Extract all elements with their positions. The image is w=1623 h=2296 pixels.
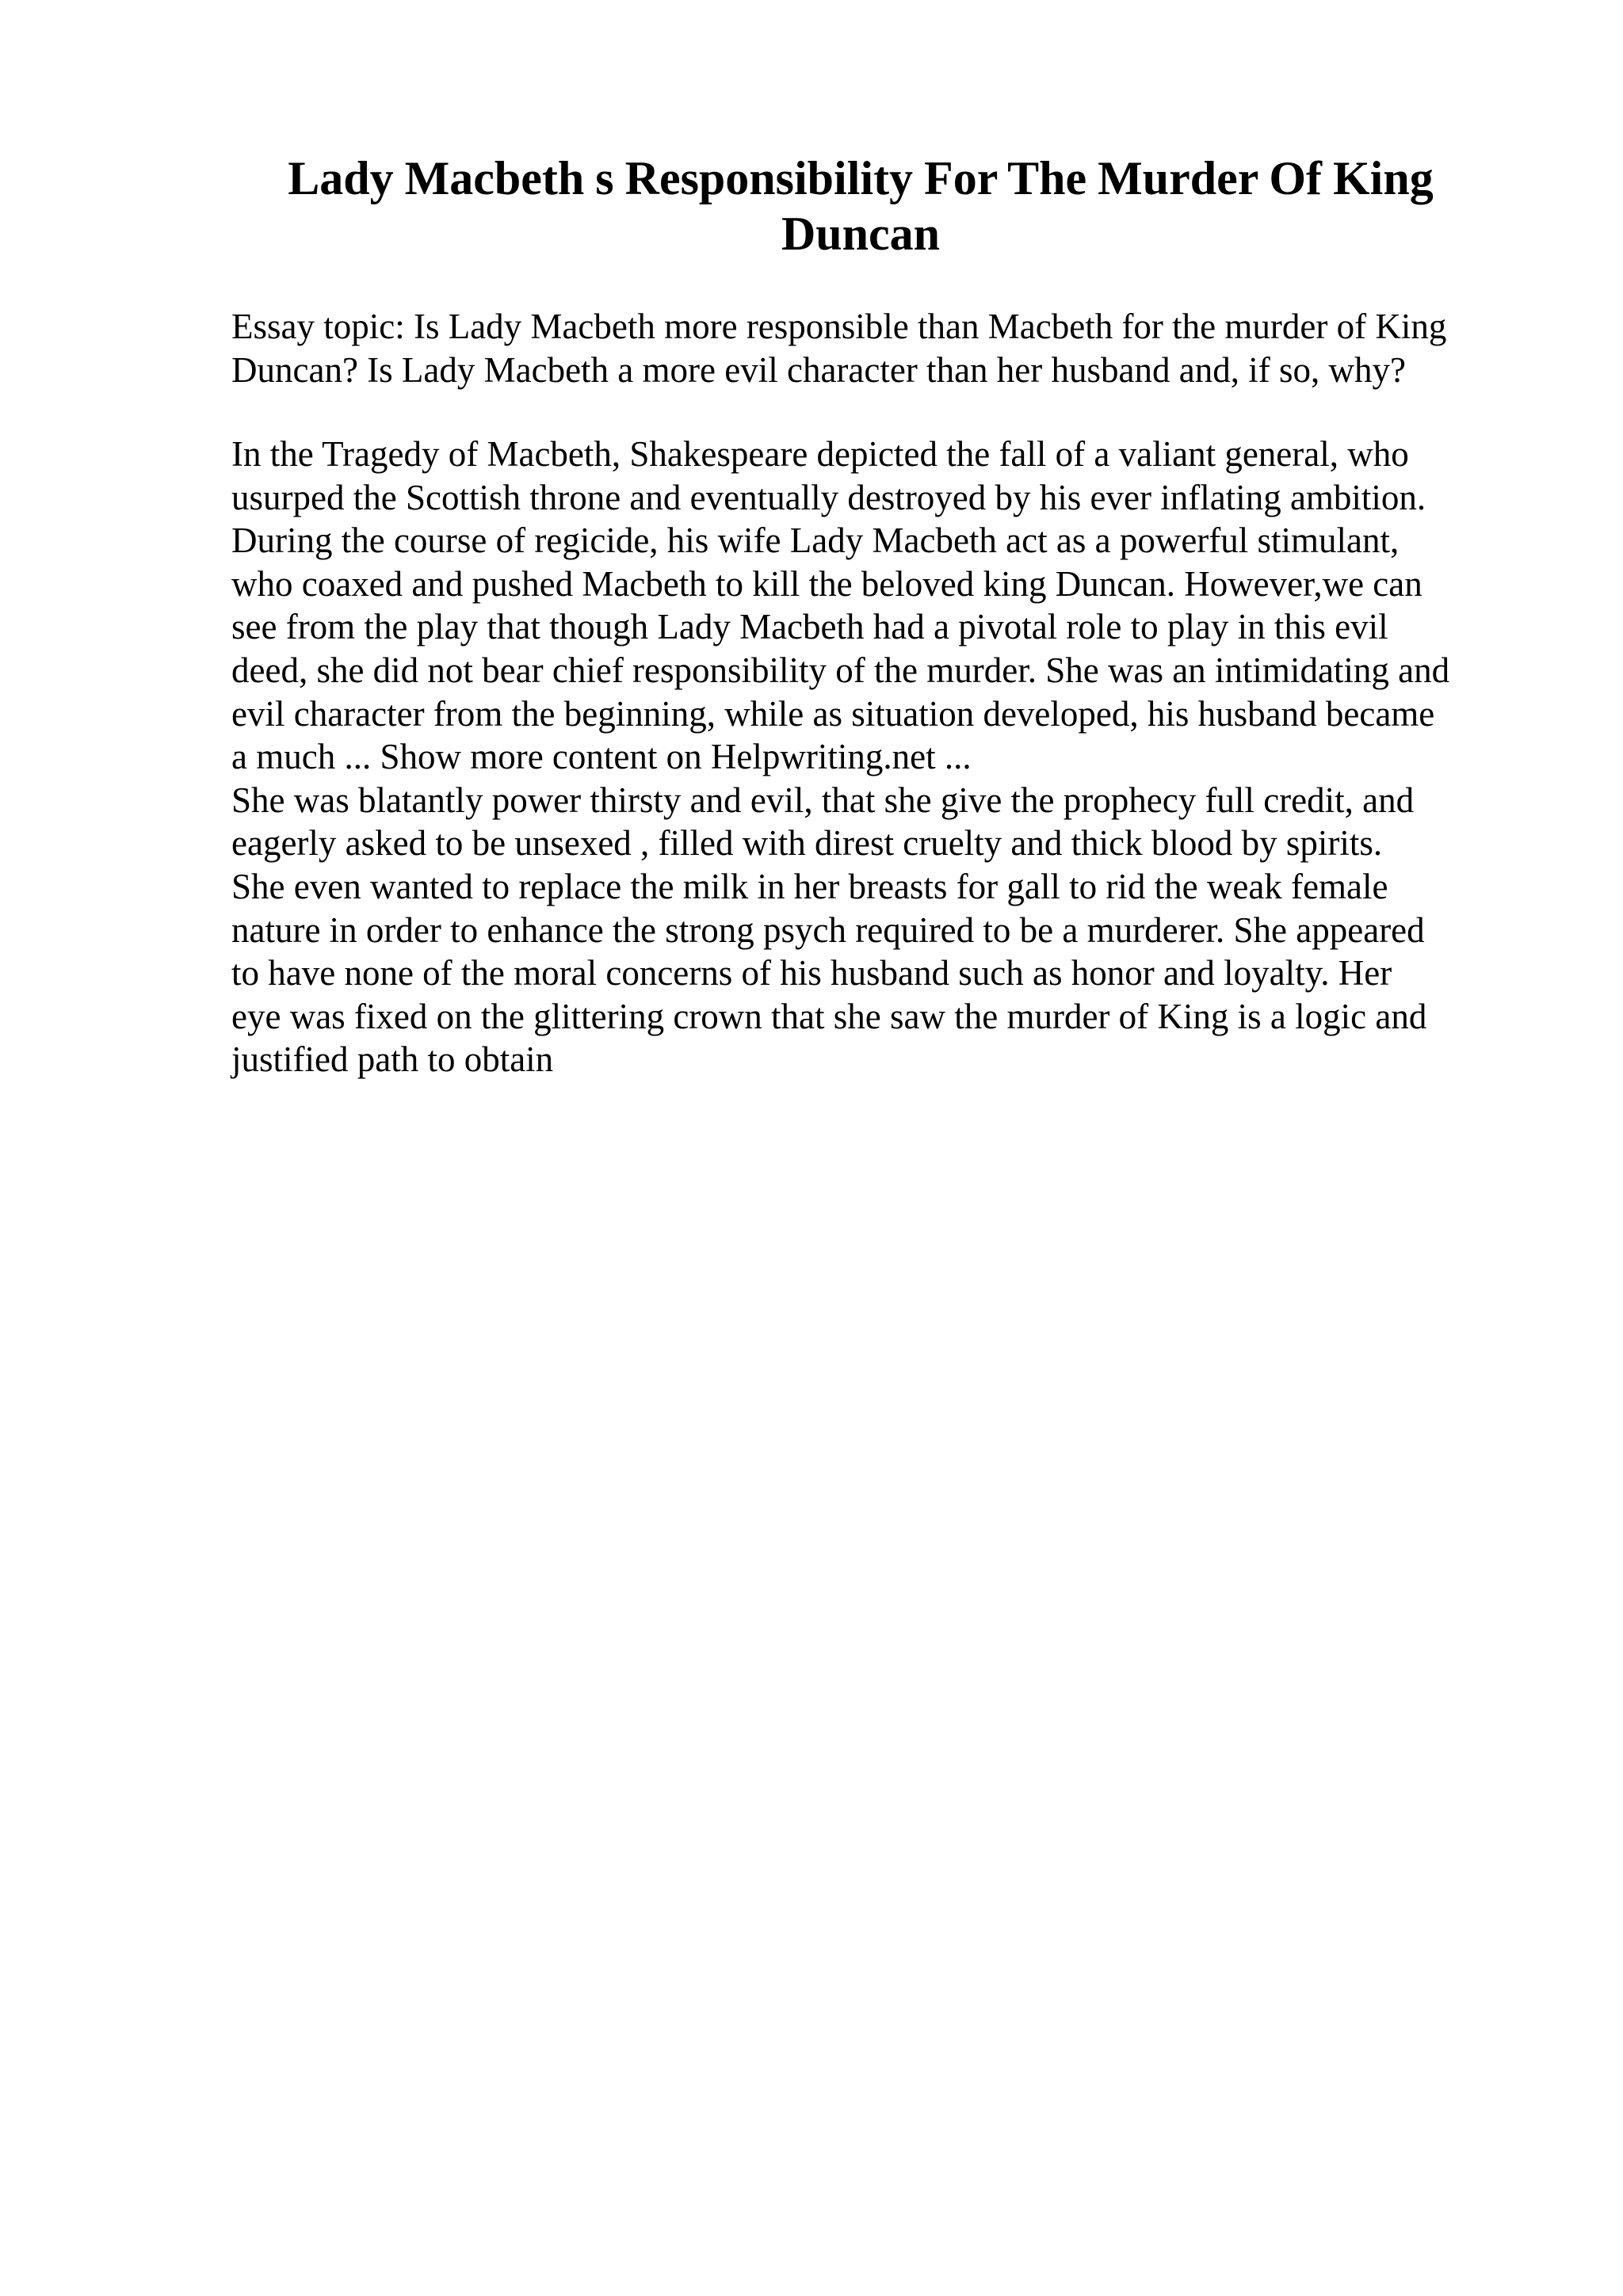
body-line: who coaxed and pushed Macbeth to kill the beloved king Duncan. However,we can [231,563,1423,604]
topic-line: Essay topic: Is Lady Macbeth more responsible than Macbeth for the murder of King [231,307,1447,346]
body-line: In the Tragedy of Macbeth, Shakespeare depicted the fall of a valiant general, who [231,434,1409,474]
body-line: to have none of the moral concerns of his husband such as honor and loyalty. Her [231,953,1392,994]
document-title: Lady Macbeth s Responsibility For The Murder Of King Duncan [288,152,1434,260]
essay-topic [231,305,1515,391]
topic-line: Duncan? Is Lady Macbeth a more evil character than her husband and, if so, why? [231,349,1406,390]
body-line: deed, she did not bear chief responsibility of the murder. She was an intimidating and [231,650,1450,690]
body-line: She even wanted to replace the milk in her breasts for gall to rid the weak female [231,866,1388,906]
body-line: evil character from the beginning, while as situation developed, his husband became [231,693,1435,734]
body-line: She was blatantly power thirsty and evil, that she give the prophecy full credit, and [231,780,1415,820]
body-line: usurped the Scottish throne and eventually destroyed by his ever inflating ambition. [231,477,1426,517]
essay-body [231,433,1515,1081]
body-line: During the course of regicide, his wife Lady Macbeth act as a powerful stimulant, [231,521,1400,561]
body-line: eagerly asked to be unsexed , filled with direst cruelty and thick blood by spirits. [231,823,1383,864]
body-line: nature in order to enhance the strong psych required to be a murderer. She appeared [231,910,1425,950]
body-line: eye was fixed on the glittering crown that she saw the murder of King is a logic and [231,996,1427,1036]
body-line: see from the play that though Lady Macbeth had a pivotal role to play in this evil [231,607,1388,647]
body-line: a much ... Show more content on Helpwriting.net ... [231,737,972,777]
body-line: justified path to obtain [231,1039,554,1080]
